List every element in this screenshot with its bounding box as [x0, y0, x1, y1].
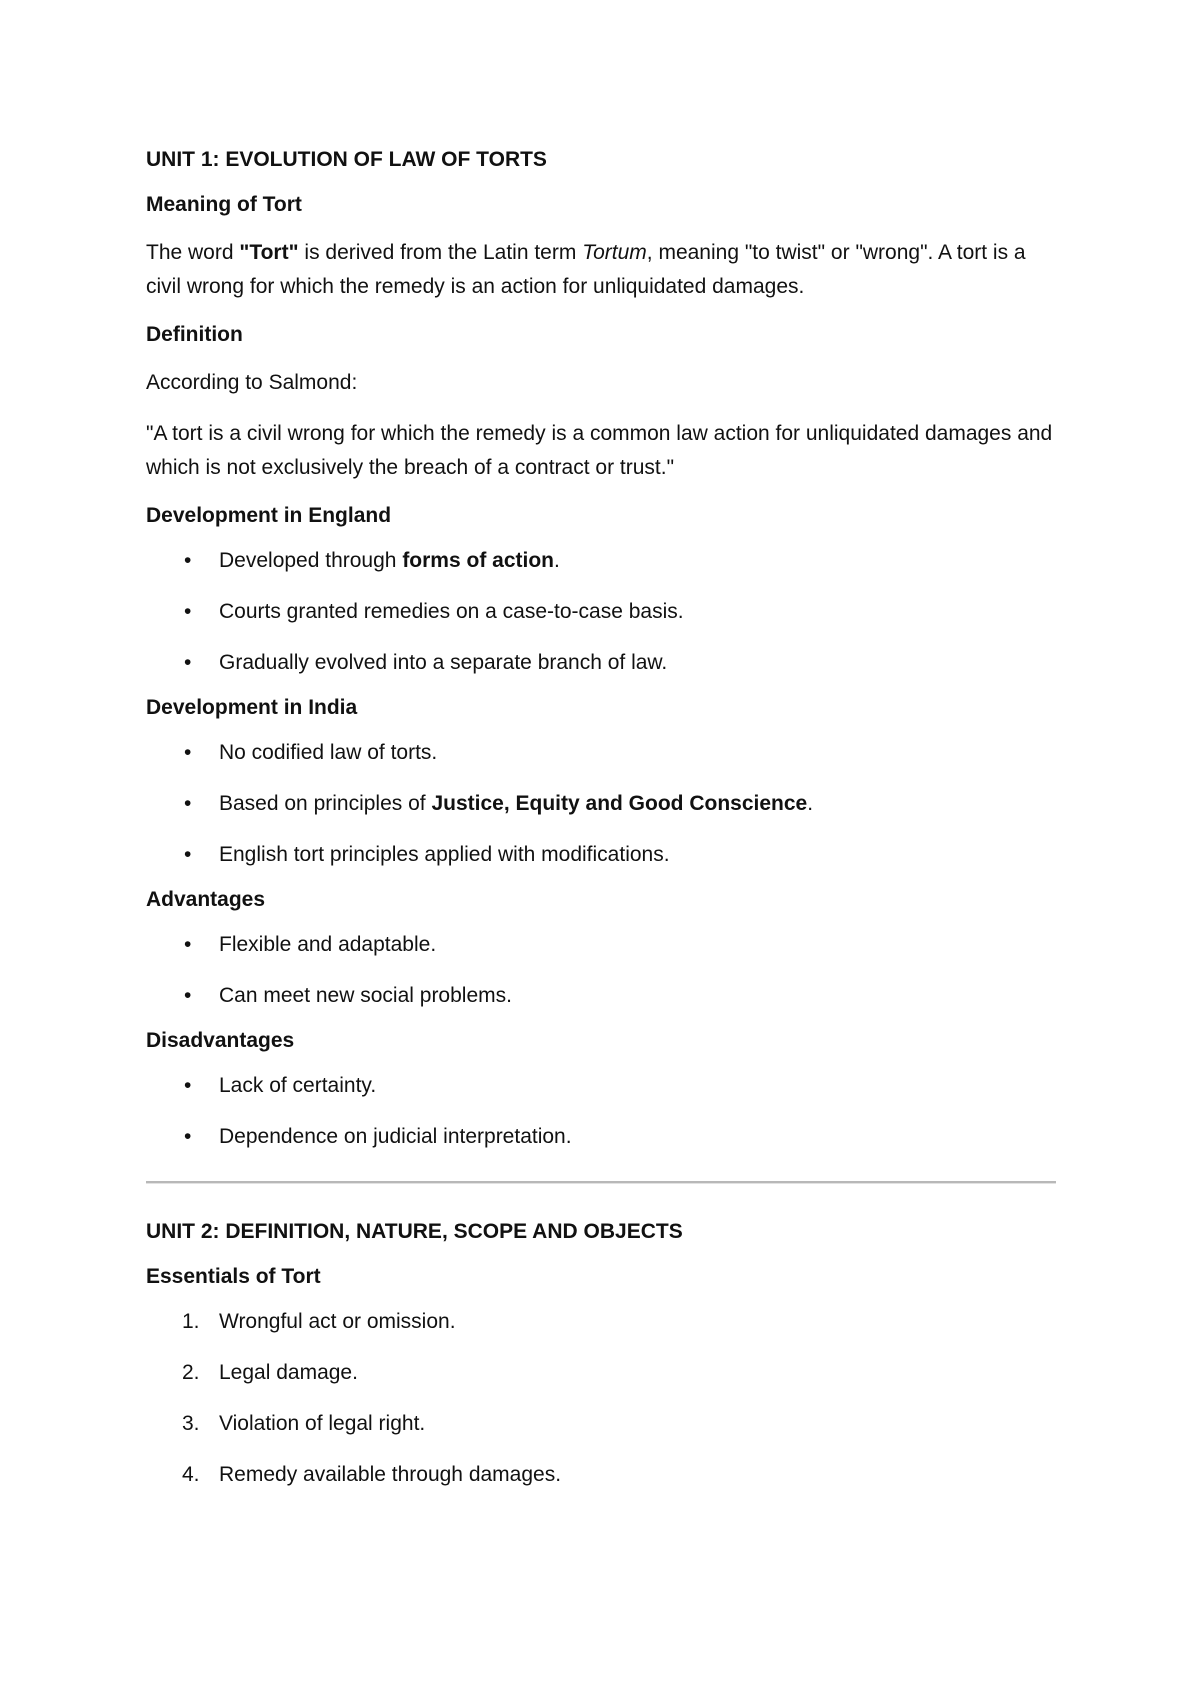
- england-item-3: Gradually evolved into a separate branch of law.: [219, 651, 668, 674]
- india-item-2-bold: Justice, Equity and Good Conscience: [431, 792, 808, 815]
- list-item: [146, 739, 1056, 767]
- list-item: [146, 649, 1056, 677]
- england-item-1-text: Developed through: [219, 549, 403, 572]
- advantages-item-1: Flexible and adaptable.: [219, 933, 437, 956]
- list-item: [146, 1123, 1056, 1151]
- essentials-item-4: Remedy available through damages.: [219, 1463, 562, 1486]
- meaning-text-2: is derived from the Latin term: [298, 241, 583, 264]
- list-item: [146, 982, 1056, 1010]
- bullet-icon: •: [184, 843, 192, 866]
- bullet-icon: •: [184, 792, 192, 815]
- disadvantages-heading: Disadvantages: [146, 1029, 295, 1052]
- advantages-list: [146, 931, 1056, 1010]
- list-item: [146, 931, 1056, 959]
- meaning-text-3: , meaning "to twist" or "wrong". A tort is a civil wrong for which the remedy is an action for unliquidated damages.: [146, 241, 1026, 298]
- list-item: [146, 790, 1056, 818]
- bullet-icon: •: [184, 1074, 192, 1097]
- essentials-item-2: Legal damage.: [219, 1361, 358, 1384]
- essentials-list: [146, 1308, 1056, 1489]
- list-number: 4.: [182, 1463, 200, 1486]
- bullet-icon: •: [184, 933, 192, 956]
- unit-1-title: UNIT 1: EVOLUTION OF LAW OF TORTS: [146, 148, 547, 171]
- list-item: [146, 1308, 1056, 1336]
- england-item-2: Courts granted remedies on a case-to-case basis.: [219, 600, 684, 623]
- meaning-text-1: The word: [146, 241, 240, 264]
- bullet-icon: •: [184, 1125, 192, 1148]
- essentials-item-1: Wrongful act or omission.: [219, 1310, 456, 1333]
- essentials-item-3: Violation of legal right.: [219, 1412, 426, 1435]
- list-item: [146, 841, 1056, 869]
- england-list: [146, 547, 1056, 677]
- list-item: [146, 1359, 1056, 1387]
- definition-intro: According to Salmond:: [146, 371, 358, 394]
- list-number: 3.: [182, 1412, 200, 1435]
- list-item: [146, 547, 1056, 575]
- disadvantages-item-1: Lack of certainty.: [219, 1074, 377, 1097]
- list-item: [146, 1461, 1056, 1489]
- bullet-icon: •: [184, 549, 192, 572]
- advantages-item-2: Can meet new social problems.: [219, 984, 512, 1007]
- meaning-italic-word: Tortum: [582, 241, 647, 264]
- list-item: [146, 598, 1056, 626]
- meaning-paragraph: [146, 236, 1056, 304]
- essentials-heading: Essentials of Tort: [146, 1265, 321, 1288]
- india-item-2-text: Based on principles of: [219, 792, 432, 815]
- document-content: [146, 146, 1056, 1506]
- definition-quote: "A tort is a civil wrong for which the remedy is a common law action for unliquidated damages and which is not exclusively the breach of a contract or trust.": [146, 422, 1053, 479]
- india-item-1: No codified law of torts.: [219, 741, 438, 764]
- section-divider: [146, 1181, 1056, 1184]
- list-number: 2.: [182, 1361, 200, 1384]
- england-item-1-end: .: [554, 549, 560, 572]
- list-number: 1.: [182, 1310, 200, 1333]
- disadvantages-item-2: Dependence on judicial interpretation.: [219, 1125, 572, 1148]
- meaning-bold-word: "Tort": [239, 241, 299, 264]
- meaning-heading: Meaning of Tort: [146, 193, 302, 216]
- bullet-icon: •: [184, 741, 192, 764]
- india-item-2-end: .: [807, 792, 814, 815]
- india-item-3: English tort principles applied with modifications.: [219, 843, 670, 866]
- india-list: [146, 739, 1056, 869]
- bullet-icon: •: [184, 651, 192, 674]
- unit-2-title: UNIT 2: DEFINITION, NATURE, SCOPE AND OBJECTS: [146, 1220, 683, 1243]
- disadvantages-list: [146, 1072, 1056, 1151]
- england-heading: Development in England: [146, 504, 392, 527]
- england-item-1-bold: forms of action: [402, 549, 554, 572]
- india-heading: Development in India: [146, 696, 358, 719]
- definition-heading: Definition: [146, 323, 243, 346]
- list-item: [146, 1072, 1056, 1100]
- advantages-heading: Advantages: [146, 888, 266, 911]
- bullet-icon: •: [184, 984, 192, 1007]
- list-item: [146, 1410, 1056, 1438]
- bullet-icon: •: [184, 600, 192, 623]
